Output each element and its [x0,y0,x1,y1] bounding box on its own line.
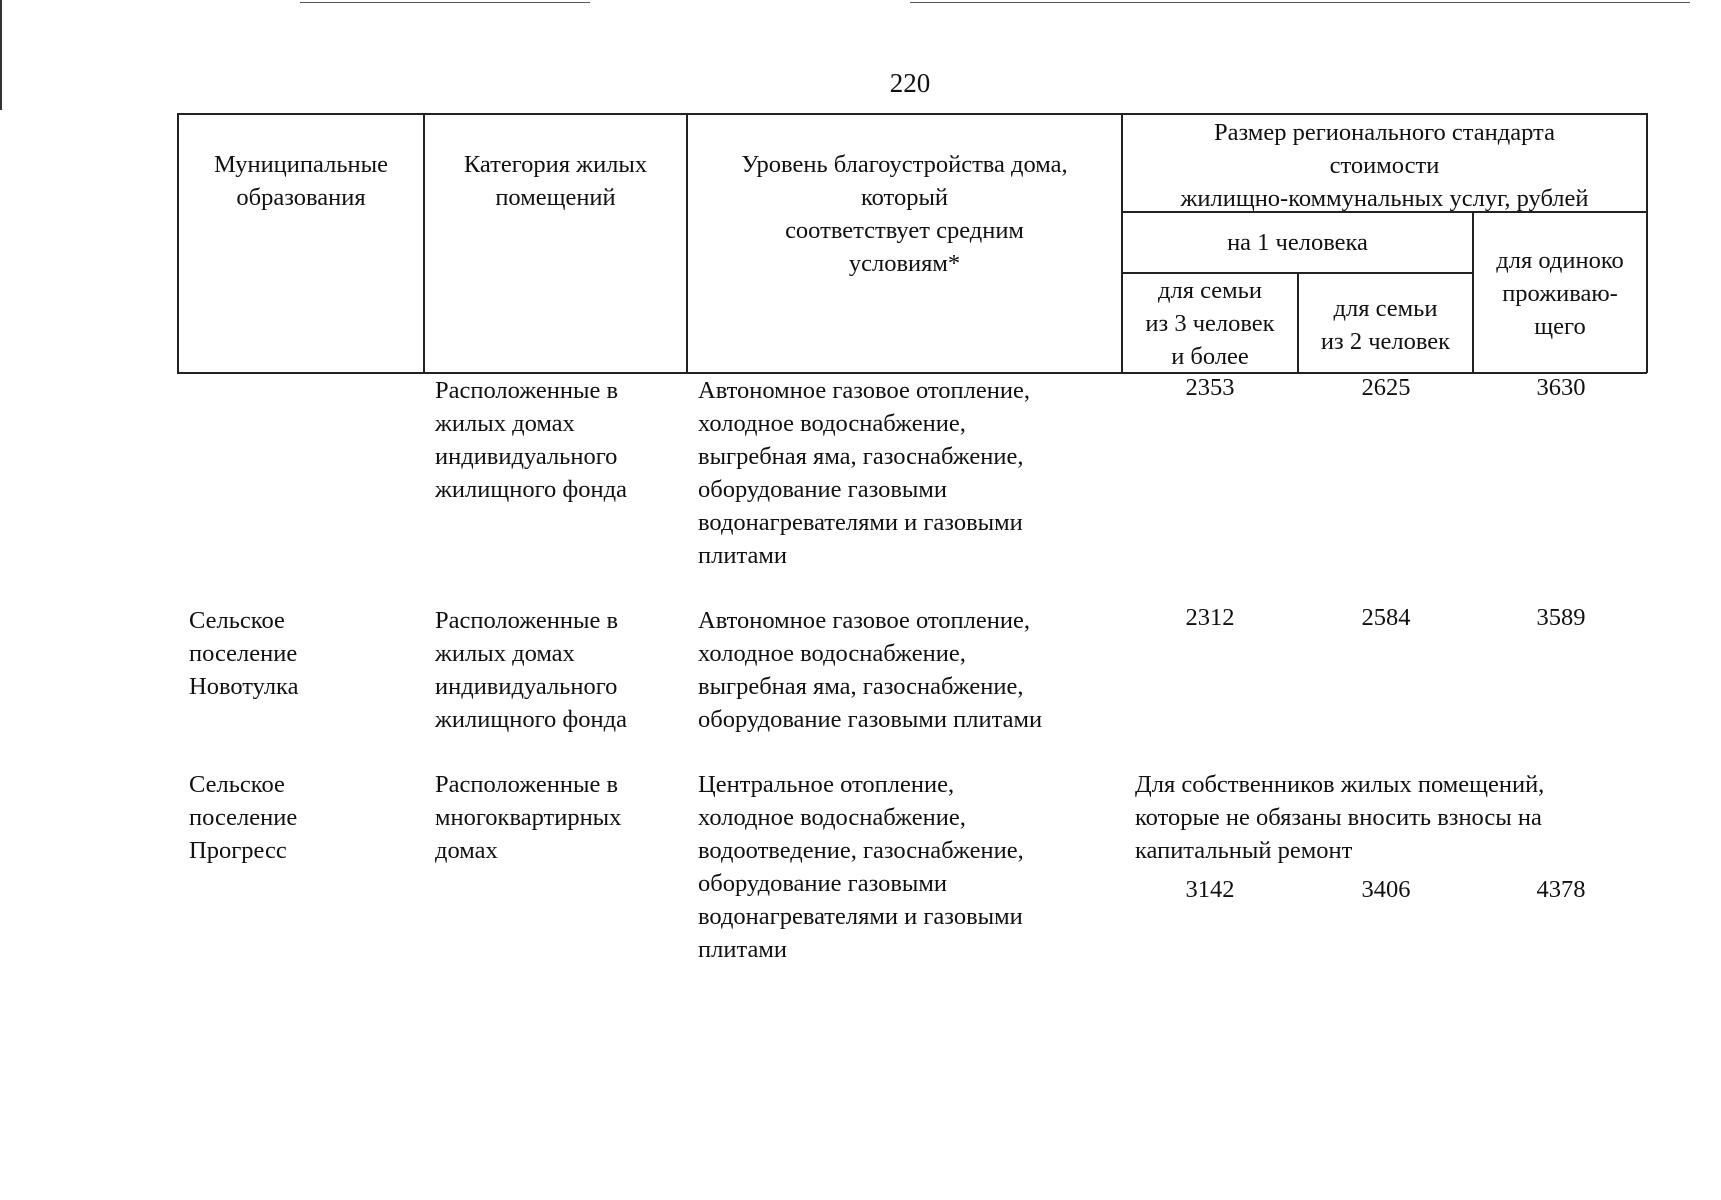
row-municipality: Сельское поселение Прогресс [189,771,298,864]
value-family-3: 3142 [1185,876,1235,903]
header-level: Уровень благоустройства дома, который соответствует средним условиям* [741,151,1068,277]
header-family-2: для семьи из 2 человек [1320,295,1451,355]
header-standard: Размер регионального стандарта стоимости жилищно-коммунальных услуг, рублей [1180,119,1589,212]
row-municipality: Сельское поселение Новотулка [189,607,299,700]
value-single: 3630 [1536,374,1586,401]
value-single: 4378 [1536,876,1586,903]
scan-artifact-line [300,2,590,3]
value-single: 3589 [1536,604,1586,631]
value-family-2: 3406 [1361,876,1411,903]
row-category: Расположенные в многоквартирных домах [435,771,622,864]
row-level: Центральное отопление, холодное водоснабжение, водоотведение, газоснабжение, оборудование газовыми водонагревателями и газовыми плитами [698,771,1024,963]
row-note: Для собственников жилых помещений, которые не обязаны вносить взносы на капитальный ремонт [1135,771,1545,864]
row-category: Расположенные в жилых домах индивидуального жилищного фонда [435,377,627,503]
value-family-3: 2353 [1185,374,1235,401]
page-number: 220 [889,68,931,98]
value-family-2: 2584 [1361,604,1411,631]
row-level: Автономное газовое отопление, холодное водоснабжение, выгребная яма, газоснабжение, оборудование газовыми водонагревателями и газовыми плитами [698,377,1030,569]
value-family-3: 2312 [1185,604,1235,631]
row-category: Расположенные в жилых домах индивидуального жилищного фонда [435,607,627,733]
header-per-person: на 1 человека [1227,229,1368,256]
header-category: Категория жилых помещений [463,151,648,211]
header-municipality: Муниципальные образования [214,151,388,211]
value-family-2: 2625 [1361,374,1411,401]
header-single: для одиноко проживаю- щего [1496,247,1624,340]
header-family-3: для семьи из 3 человек и более [1145,277,1275,370]
row-level: Автономное газовое отопление, холодное водоснабжение, выгребная яма, газоснабжение, оборудование газовыми плитами [698,607,1043,733]
scan-artifact-line [910,2,1690,3]
